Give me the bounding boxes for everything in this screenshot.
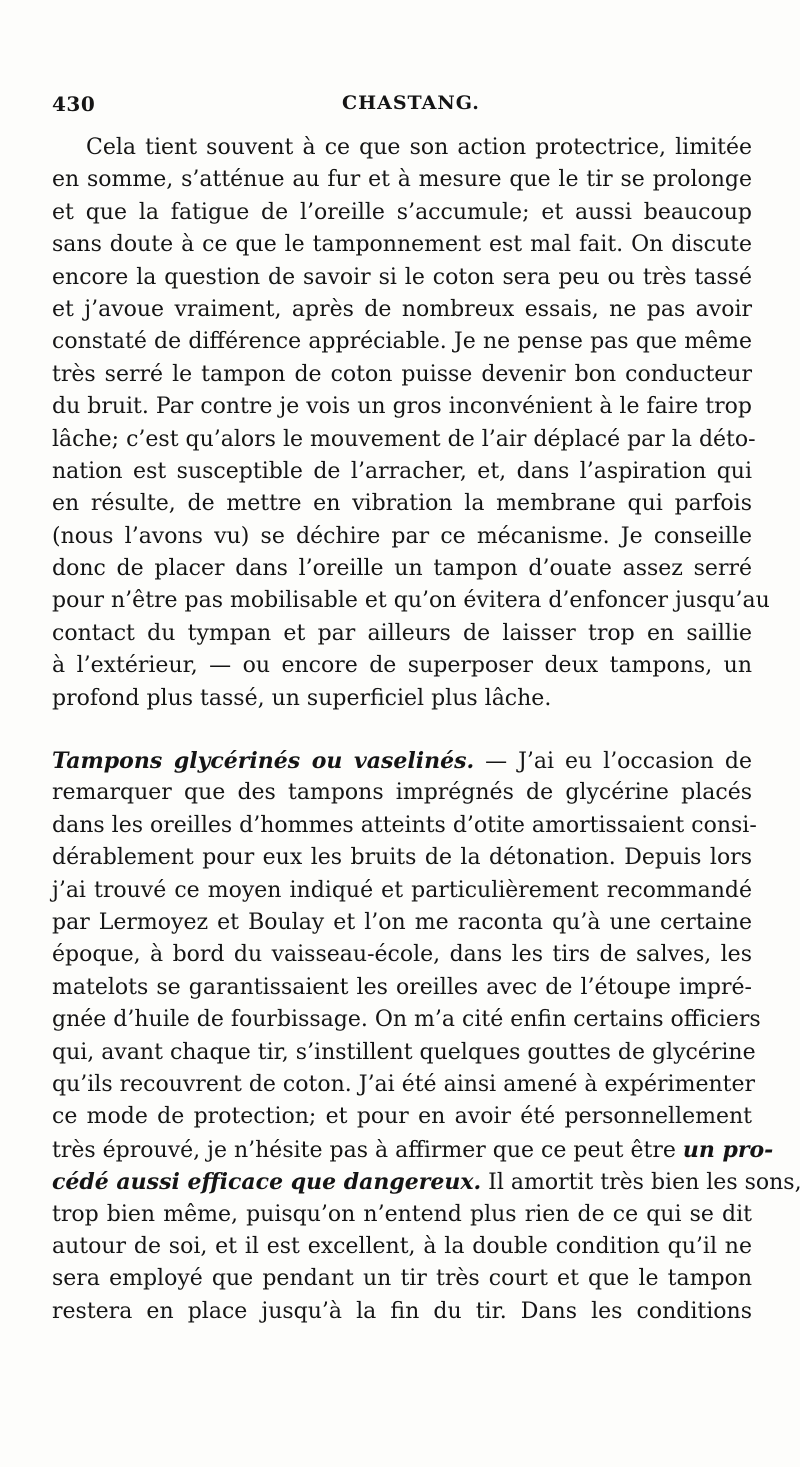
text-line: en résulte, de mettre en vibration la membrane qui parfois — [52, 491, 752, 517]
text-line: profond plus tassé, un superficiel plus lâche. — [52, 685, 552, 711]
text-line: trop bien même, puisqu’on n’entend plus rien de ce qui se dit — [52, 1201, 752, 1227]
paragraph-heading-line — [52, 745, 752, 777]
text-line: par Lermoyez et Boulay et l’on me raconta qu’à une certaine — [52, 909, 752, 935]
text-line: matelots se garantissaient les oreilles avec de l’étoupe impré- — [52, 974, 752, 1000]
text-line-lead: très éprouvé, je n’hésite pas à affirmer que ce peut être — [52, 1137, 676, 1163]
text-line: Cela tient souvent à ce que son action protectrice, limitée — [86, 135, 752, 160]
text-line: j’ai trouvé ce moyen indiqué et particulièrement recommandé — [52, 877, 752, 903]
paragraph-final-lines — [52, 1199, 752, 1329]
text-line: et j’avoue vraiment, après de nombreux essais, ne pas avoir — [52, 296, 752, 322]
text-line: et que la fatigue de l’oreille s’accumule; et aussi beaucoup — [52, 199, 752, 225]
text-line: époque, à bord du vaisseau-école, dans les tirs de salves, les — [52, 942, 752, 968]
text-line: remarquer que des tampons imprégnés de glycérine placés — [52, 780, 752, 806]
italic-phrase-continued: cédé aussi efficace que dangereux. — [52, 1169, 482, 1196]
paragraph-lines — [52, 777, 761, 1133]
paragraph-protection-cotton — [52, 132, 770, 715]
text-line: autour de soi, et il est excellent, à la double condition qu’il ne — [52, 1233, 752, 1259]
text-line: du bruit. Par contre je vois un gros inconvénient à le faire trop — [52, 394, 752, 420]
text-line: sans doute à ce que le tamponnement est mal fait. On discute — [52, 232, 752, 258]
text-line: ce mode de protection; et pour en avoir été personnellement — [52, 1104, 752, 1130]
text-line-italic-start — [52, 1134, 774, 1166]
paragraph-gap — [52, 715, 752, 745]
section-heading: Tampons glycérinés ou vaselinés. — [52, 748, 475, 775]
text-line: à l’extérieur, — ou encore de superposer deux tampons, un — [52, 653, 752, 679]
italic-phrase: un pro- — [682, 1136, 774, 1163]
text-line: qu’ils recouvrent de coton. J’ai été ainsi amené à expérimenter — [52, 1071, 756, 1097]
text-line-tail: Il amortit très bien les sons, — [481, 1170, 802, 1196]
text-line: très serré le tampon de coton puisse devenir bon conducteur — [52, 361, 752, 387]
text-line: (nous l’avons vu) se déchire par ce mécanisme. Je conseille — [52, 523, 752, 549]
text-line: dérablement pour eux les bruits de la détonation. Depuis lors — [52, 845, 752, 871]
text-line: constaté de différence appréciable. Je ne pense pas que même — [52, 329, 752, 355]
text-line: lâche; c’est qu’alors le mouvement de l’air déplacé par la déto- — [52, 426, 756, 452]
text-line: donc de placer dans l’oreille un tampon d’ouate assez serré — [52, 556, 752, 582]
text-line: gnée d’huile de fourbissage. On m’a cité enfin certains officiers — [52, 1007, 761, 1033]
text-line: restera en place jusqu’à la fin du tir. Dans les conditions — [52, 1298, 752, 1324]
text-line: dans les oreilles d’hommes atteints d’otite amortissaient consi- — [52, 812, 757, 838]
text-line: en somme, s’atténue au fur et à mesure que le tir se prolonge — [52, 167, 752, 193]
paragraph-glycerine-tampons — [52, 745, 802, 1328]
text-line: sera employé que pendant un tir très court et que le tampon — [52, 1266, 752, 1292]
text-line: pour n’être pas mobilisable et qu’on évitera d’enfoncer jusqu’au — [52, 588, 770, 614]
text-line: qui, avant chaque tir, s’instillent quelques gouttes de glycérine — [52, 1039, 756, 1065]
text-line: contact du tympan et par ailleurs de laisser trop en saillie — [52, 620, 752, 646]
text-line: encore la question de savoir si le coton sera peu ou très tassé — [52, 264, 752, 290]
body-text — [52, 132, 802, 1328]
page-header — [52, 92, 748, 122]
text-line-italic-end — [52, 1166, 802, 1198]
page-number: 430 — [52, 92, 96, 116]
running-head: CHASTANG. — [342, 92, 480, 114]
heading-line-rest: — J’ai eu l’occasion de — [474, 749, 752, 775]
text-line: nation est susceptible de l’arracher, et, dans l’aspiration qui — [52, 458, 752, 484]
